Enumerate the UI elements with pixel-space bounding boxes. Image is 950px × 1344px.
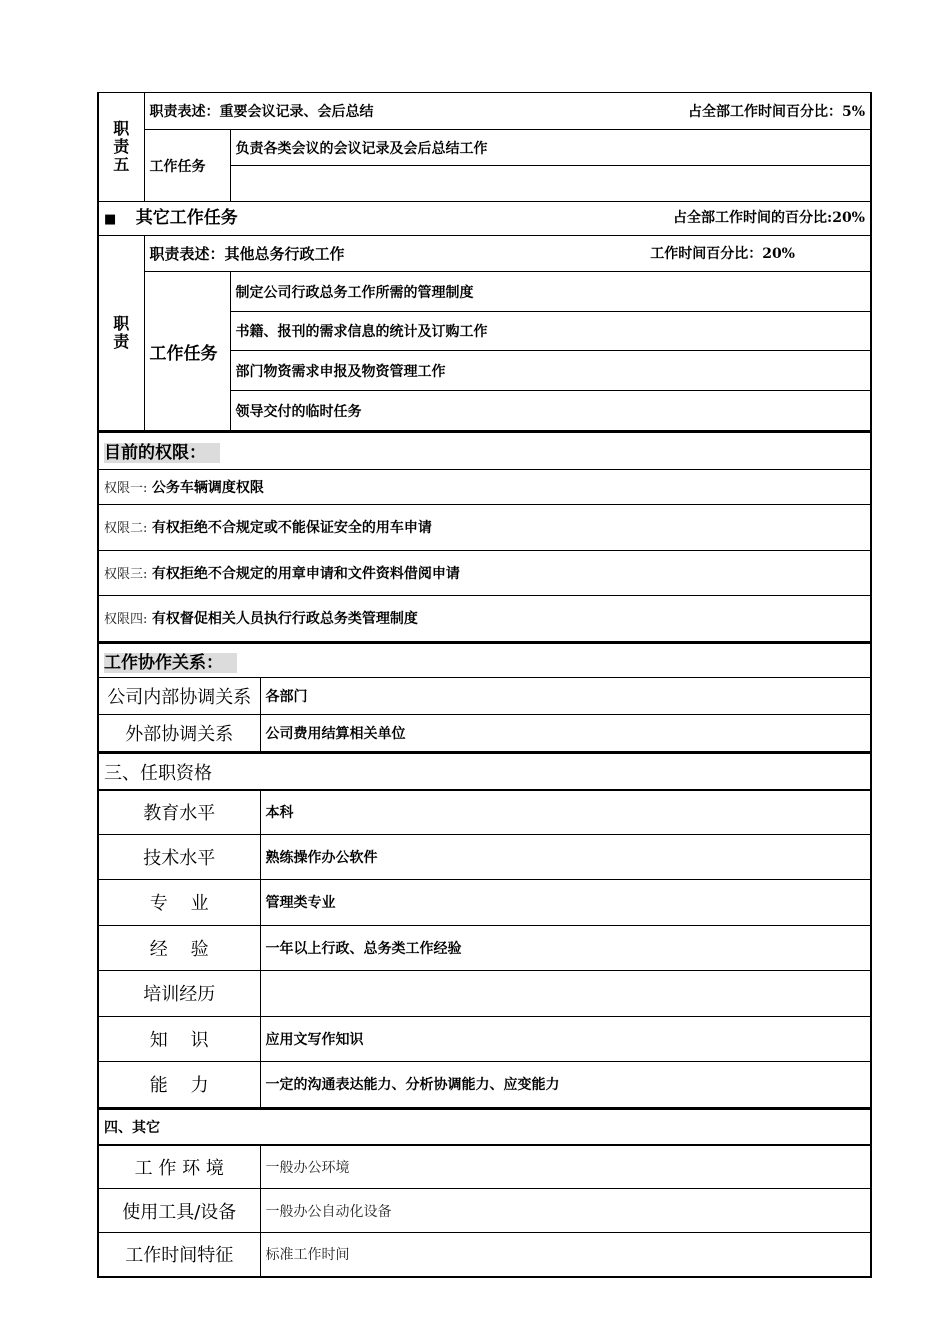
- duty5-desc-label: 职责表述：: [149, 104, 220, 120]
- duty5-pct: [688, 101, 865, 121]
- duty5-task-label: 工作任务: [144, 130, 230, 202]
- authority-title: 目前的权限：: [104, 443, 220, 463]
- others-table: [97, 1108, 872, 1278]
- authority-text-4: 有权督促相关人员执行行政总务类管理制度: [151, 611, 418, 627]
- qualification-title: 三、任职资格: [104, 762, 212, 784]
- duty5-task-1: 负责各类会议的会议记录及会后总结工作: [230, 130, 871, 166]
- authority-label-1: 权限一:: [104, 480, 148, 496]
- qual-label-training: 培训经历: [98, 970, 260, 1016]
- duty5-task-2: [230, 166, 871, 202]
- other-section-pct: [673, 202, 865, 235]
- coop-value-internal: 各部门: [260, 678, 871, 715]
- cooperation-title: 工作协作关系：: [104, 653, 237, 673]
- duty5-pct-value: 5%: [841, 104, 865, 120]
- other-task-2: 书籍、报刊的需求信息的统计及订购工作: [230, 312, 871, 351]
- other-duty-label: 职责: [98, 236, 144, 431]
- qual-value-major: 管理类专业: [260, 879, 871, 925]
- qual-label-major: 专 业: [98, 879, 260, 925]
- qual-label-knowledge: 知 识: [98, 1016, 260, 1061]
- others-value-environment: 一般办公环境: [260, 1145, 871, 1189]
- authority-text-2: 有权拒绝不合规定或不能保证安全的用车申请: [151, 520, 432, 536]
- other-task-label: 工作任务: [144, 272, 230, 431]
- other-section-pct-label: 占全部工作时间的百分比:: [673, 210, 833, 226]
- authority-text-1: 公务车辆调度权限: [151, 479, 264, 496]
- coop-label-internal: 公司内部协调关系: [98, 678, 260, 715]
- qual-label-experience: 经 验: [98, 925, 260, 970]
- cooperation-title-cell: [98, 643, 871, 678]
- other-section-title: 其它工作任务: [135, 208, 238, 228]
- other-section-header: [97, 202, 872, 235]
- cooperation-table: [97, 642, 872, 753]
- authority-label-2: 权限二:: [104, 521, 148, 536]
- other-desc-row: [144, 236, 871, 272]
- qualification-table: [97, 752, 872, 1108]
- job-description-page: [97, 92, 872, 1278]
- other-desc: 其他总务行政工作: [224, 245, 345, 263]
- coop-value-external: 公司费用结算相关单位: [260, 715, 871, 752]
- authority-title-cell: [98, 432, 871, 469]
- authority-item-2: [98, 504, 871, 550]
- qualification-title-cell: [98, 753, 871, 790]
- qual-value-ability: 一定的沟通表达能力、分析协调能力、应变能力: [260, 1061, 871, 1107]
- others-value-tools: 一般办公自动化设备: [260, 1189, 871, 1233]
- qual-label-ability: 能 力: [98, 1061, 260, 1107]
- qual-value-education: 本科: [260, 790, 871, 834]
- other-pct: [650, 243, 795, 263]
- authority-item-1: [98, 469, 871, 504]
- duty5-desc: 重要会议记录、会后总结: [219, 104, 374, 120]
- qual-label-skill: 技术水平: [98, 834, 260, 879]
- others-label-environment: 工 作 环 境: [98, 1145, 260, 1189]
- section-marker: ■: [104, 212, 117, 227]
- others-label-hours: 工作时间特征: [98, 1233, 260, 1277]
- other-task-1: 制定公司行政总务工作所需的管理制度: [230, 272, 871, 312]
- other-pct-label: 工作时间百分比：: [650, 246, 763, 262]
- authority-item-3: [98, 550, 871, 595]
- others-value-hours: 标准工作时间: [260, 1233, 871, 1277]
- qual-value-knowledge: 应用文写作知识: [260, 1016, 871, 1061]
- authority-text-3: 有权拒绝不合规定的用章申请和文件资料借阅申请: [151, 565, 460, 582]
- qual-value-training: [260, 970, 871, 1016]
- other-desc-label: 职责表述：: [149, 245, 225, 263]
- duty5-desc-row: [144, 93, 871, 130]
- coop-label-external: 外部协调关系: [98, 715, 260, 752]
- other-task-3: 部门物资需求申报及物资管理工作: [230, 351, 871, 391]
- others-title: 四、其它: [98, 1109, 871, 1145]
- duty5-pct-label: 占全部工作时间百分比：: [687, 104, 842, 120]
- qual-label-education: 教育水平: [98, 790, 260, 834]
- other-section-pct-value: 20%: [832, 210, 865, 226]
- others-label-tools: 使用工具/设备: [98, 1189, 260, 1233]
- authority-label-4: 权限四:: [104, 612, 148, 627]
- other-task-4: 领导交付的临时任务: [230, 391, 871, 431]
- authority-table: [97, 431, 872, 642]
- duty5-label: 职责五: [98, 93, 144, 202]
- qual-value-experience: 一年以上行政、总务类工作经验: [260, 925, 871, 970]
- other-pct-value: 20%: [762, 246, 795, 262]
- duty5-table: [97, 92, 872, 202]
- qual-value-skill: 熟练操作办公软件: [260, 834, 871, 879]
- authority-label-3: 权限三:: [104, 566, 148, 582]
- other-duty-table: [97, 235, 872, 431]
- authority-item-4: [98, 595, 871, 641]
